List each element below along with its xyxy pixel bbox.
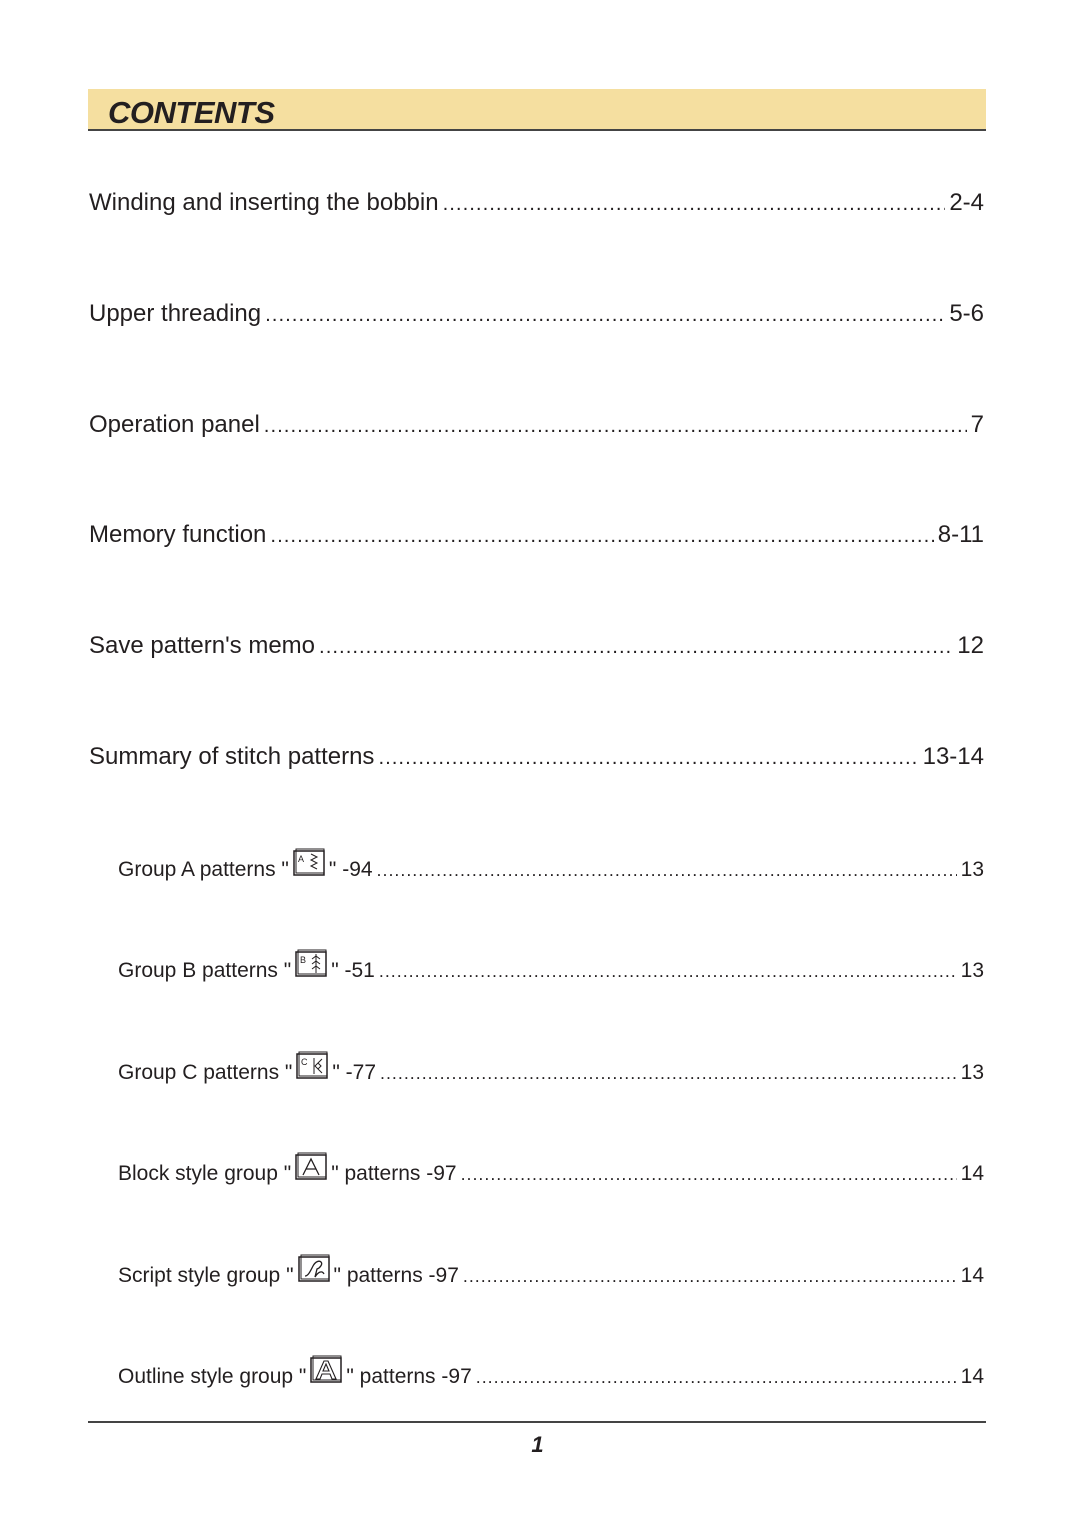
toc-sub-entry-prefix: Group A patterns " xyxy=(118,858,289,881)
toc-sub-entry-suffix: " -94 xyxy=(328,858,373,881)
toc-entry[interactable] xyxy=(89,300,984,328)
dot-leader xyxy=(463,1266,957,1287)
toc-sub-entry-prefix: Script style group " xyxy=(118,1264,294,1287)
dot-leader xyxy=(270,525,933,548)
toc-entry-page: 12 xyxy=(957,632,984,659)
toc-entry[interactable] xyxy=(89,411,984,439)
dot-leader xyxy=(379,961,957,982)
toc-entry-label: Winding and inserting the bobbin xyxy=(89,189,439,216)
toc-entry-page: 8-11 xyxy=(937,521,984,548)
toc-sub-entry-suffix: " patterns -97 xyxy=(333,1264,459,1287)
script-style-icon xyxy=(298,1254,330,1282)
toc-entry-label: Operation panel xyxy=(89,411,260,438)
group-a-icon xyxy=(293,848,325,876)
toc-sub-entry-prefix: Group B patterns " xyxy=(118,959,292,982)
page-title: CONTENTS xyxy=(108,95,275,130)
toc-entry-label: Summary of stitch patterns xyxy=(89,743,375,770)
toc-sub-entry-prefix: Block style group " xyxy=(118,1162,292,1185)
dot-leader xyxy=(264,415,967,438)
toc-sub-entry-page: 13 xyxy=(960,959,984,982)
toc-sub-entry-suffix: " -77 xyxy=(332,1061,377,1084)
toc-sub-entry-page: 14 xyxy=(960,1264,984,1287)
dot-leader xyxy=(380,1063,957,1084)
toc-sub-entry[interactable] xyxy=(118,1152,984,1186)
toc-sub-entry-suffix: " patterns -97 xyxy=(331,1162,457,1185)
svg-text:C: C xyxy=(301,1057,308,1067)
outline-style-icon xyxy=(310,1355,342,1383)
svg-text:B: B xyxy=(300,955,307,965)
toc-sub-entry-page: 13 xyxy=(960,858,984,881)
dot-leader xyxy=(377,860,957,881)
toc-sub-entry-prefix: Group C patterns " xyxy=(118,1061,293,1084)
group-b-icon xyxy=(295,949,327,977)
dot-leader xyxy=(476,1367,957,1388)
toc-entry-page: 5-6 xyxy=(949,300,984,327)
toc-sub-entry-prefix: Outline style group " xyxy=(118,1365,307,1388)
toc-sub-entry-page: 14 xyxy=(960,1162,984,1185)
toc-entry[interactable] xyxy=(89,521,984,549)
dot-leader xyxy=(461,1164,957,1185)
toc-sub-entry-page: 14 xyxy=(960,1365,984,1388)
dot-leader xyxy=(443,193,946,216)
page-number: 1 xyxy=(531,1432,544,1457)
toc-entry-label: Save pattern's memo xyxy=(89,632,316,659)
toc-entry-label: Memory function xyxy=(89,521,267,548)
toc-sub-entry[interactable] xyxy=(118,1355,984,1389)
footer-divider xyxy=(88,1421,986,1423)
toc-sub-entry[interactable] xyxy=(118,1254,984,1288)
toc-sub-entry-page: 13 xyxy=(960,1061,984,1084)
block-style-icon xyxy=(295,1152,327,1180)
dot-leader xyxy=(378,747,918,770)
svg-text:A: A xyxy=(297,854,304,864)
dot-leader xyxy=(319,636,953,659)
dot-leader xyxy=(265,304,945,327)
toc-sub-entry[interactable] xyxy=(118,949,984,983)
toc-sub-entry-suffix: " patterns -97 xyxy=(346,1365,472,1388)
toc-entry[interactable] xyxy=(89,632,984,660)
toc-sub-entry[interactable] xyxy=(118,848,984,882)
toc-entry-page: 7 xyxy=(970,411,984,438)
toc-entry-page: 2-4 xyxy=(949,189,984,216)
toc-entry[interactable] xyxy=(89,189,984,217)
toc-entry[interactable] xyxy=(89,743,984,771)
toc-entry-label: Upper threading xyxy=(89,300,262,327)
group-c-icon xyxy=(296,1051,328,1079)
contents-title-bar xyxy=(88,89,986,131)
toc-entry-page: 13-14 xyxy=(922,743,984,770)
toc-sub-entry[interactable] xyxy=(118,1051,984,1085)
toc-sub-entry-suffix: " -51 xyxy=(331,959,375,982)
